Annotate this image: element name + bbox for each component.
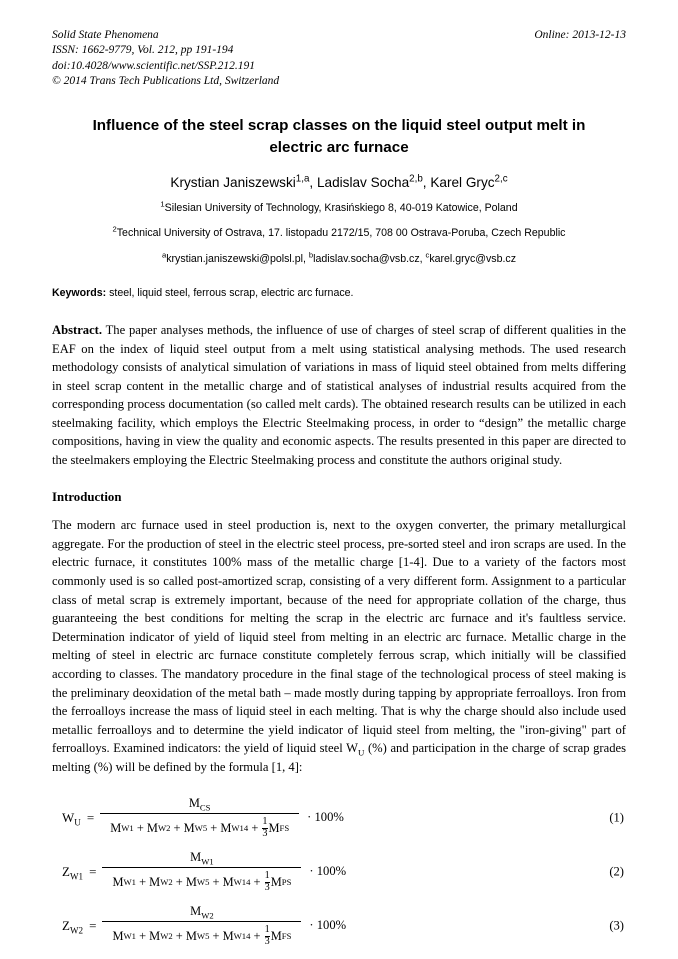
affiliation-1-marker: 1 (160, 199, 165, 209)
formula-row (52, 899, 626, 953)
formula-3-coefficient (265, 925, 270, 947)
formula-2-equals: = (89, 863, 97, 879)
formula-2-fraction (102, 850, 301, 893)
author-separator-2: , (422, 175, 431, 191)
formula-2-den-m5: M (270, 874, 282, 889)
formula-1-den-m5: M (268, 820, 280, 835)
formula-2-numerator (180, 850, 224, 867)
doi-line: doi:10.4028/www.scientific.net/SSP.212.191 (52, 59, 256, 72)
formula-3-num-subscript: W2 (201, 910, 214, 921)
formula-3-coef-den: 3 (264, 935, 270, 947)
formula-2-tail: · 100% (309, 864, 347, 879)
email-3-marker: c (425, 250, 430, 260)
formula-2-den-m2: M (149, 874, 161, 889)
formula-3-lhs (62, 918, 83, 934)
formula-3-num-symbol: M (190, 903, 202, 918)
affiliation-2 (52, 226, 626, 242)
formula-2-den-m3: M (185, 874, 197, 889)
formula-1-num-symbol: M (188, 795, 200, 810)
formula-1-equals: = (86, 809, 95, 825)
page-header (52, 28, 626, 89)
abstract-block (52, 321, 626, 469)
author-emails (52, 250, 626, 266)
email-1[interactable]: krystian.janiszewski@polsl.pl, (166, 253, 309, 266)
formula-row (52, 791, 626, 845)
introduction-paragraph (52, 516, 626, 777)
formula-1-lhs-symbol: W (62, 809, 75, 825)
formula-3-lhs-symbol: Z (62, 917, 70, 933)
formula-1-lhs (62, 810, 81, 826)
author-2-name: Ladislav Socha (316, 175, 410, 191)
formula-1-den-m4: M (220, 820, 232, 835)
affiliation-1 (52, 201, 626, 217)
formula-1-denominator: M W1 + M W2 + M W5 + M W14 + 1 3 M FS (110, 815, 290, 839)
author-1-name: Krystian Janiszewski (170, 175, 296, 191)
formula-1-num-subscript: CS (199, 802, 211, 813)
formula-2-number: (2) (609, 864, 624, 879)
formula-2-lhs-symbol: Z (62, 863, 70, 879)
keywords-line (52, 287, 626, 299)
online-date: Online: 2013-12-13 (534, 29, 626, 41)
formula-2-den-m1: M (112, 874, 124, 889)
formula-1-den-m1: M (110, 820, 122, 835)
formula-1-number: (1) (609, 810, 624, 825)
issn-line: ISSN: 1662-9779, Vol. 212, pp 191-194 (52, 44, 234, 57)
author-3-name: Karel Gryc (430, 175, 495, 191)
author-2-affil-marker: 2,b (409, 173, 423, 185)
formula-2-den-m4: M (222, 874, 234, 889)
abstract-text: The paper analyses methods, the influence of use of charges of steel scrap of different qualities in the EAF on the index of liquid steel output from a melt using statistical analysing methods. The used research methodology consists of analytical simulation of variations in mass of liquid steel obtained from melts differing in steel scrap content in the metallic charge and of statistical analyses of industrial results acquired from the corresponding process documentation (so called melt cards). The obtained research results can be utilized in each steelmaking facility, which employs the Electric Steelmaking process, in order to “design” the metallic charge compositions, having in view the quality and economic aspects. The results presented in this paper are directed to the steelmakers employing the Electric Steelmaking process and constitute the authors original study. (52, 323, 626, 467)
author-list (52, 175, 626, 190)
formula-3-den-m5: M (270, 928, 282, 943)
formula-3-lhs-subscript: W2 (69, 925, 84, 936)
formula-2-lhs-subscript: W1 (69, 871, 84, 882)
formula-2-coef-den: 3 (264, 881, 270, 893)
affiliation-1-text: Silesian University of Technology, Krasińskiego 8, 40-019 Katowice, Poland (164, 202, 518, 215)
formula-row (52, 845, 626, 899)
formula-3-den-m3: M (185, 928, 197, 943)
formula-3-den-m2: M (149, 928, 161, 943)
formula-3-equals: = (89, 917, 97, 933)
formula-1-den-m3: M (183, 820, 195, 835)
introduction-text: The modern arc furnace used in steel production is, next to the oxygen converter, the primary metallurgical aggregate. For the production of steel in the electric steel process, pre-sorted steel and iron scraps are used. In the electric furnace, it constitutes 100% mass of the metallic charge [1-4]. Due to a variety of the factors most commonly used is so called post-amortized scrap, consisting of a very different form. Assignment to a particular class of metal scrap is extremely important, because of the need for appropriate collation of the charge, thus guaranteeing the best conditions for melting the scrap in the electric arc furnace and it's faultless service. Determination indicator of yield of liquid steel from melting in an electric arc furnace. Metallic charge in the melting of steel in electric arc furnace constitute completely ferrous scrap, which initially will be classified according to classes. The mandatory procedure in the final stage of the technological process of steel making is the preliminary deoxidation of the metal bath – made mostly during tapping by appropriate ferroalloys. Iron from the ferroalloys increase the mass of liquid steel in each melting. That is why the charge should also include used metallic ferroalloys and to determine the yield indicator of liquid steel from melting, the "iron-giving" part of ferroalloys. Examined indicators: the yield of liquid steel $W_U$ (%) and participation in the charge of scrap grades melting (%) will be defined by the formula [1, 4]: (52, 518, 626, 774)
formula-2-coef-num: 1 (264, 869, 270, 881)
affiliation-2-text: Technical University of Ostrava, 17. listopadu 2172/15, 708 00 Ostrava-Poruba, Czech Republic (116, 227, 566, 240)
copyright-line: © 2014 Trans Tech Publications Ltd, Switzerland (52, 74, 280, 87)
formula-3-den-m1: M (112, 928, 124, 943)
formula-1-den-m2: M (146, 820, 158, 835)
formula-2-num-subscript: W1 (201, 856, 214, 867)
formula-2-coefficient (265, 871, 270, 893)
formula-3-denominator: M W1 + M W2 + M W5 + M W14 + 1 3 M FS (112, 923, 292, 947)
email-2[interactable]: ladislav.socha@vsb.cz, (313, 253, 426, 266)
email-1-marker: a (161, 250, 167, 260)
author-3-affil-marker: 2,c (494, 173, 508, 185)
abstract-label: Abstract. (52, 323, 103, 338)
formula-1-coef-den: 3 (262, 827, 268, 839)
formula-3-fraction (102, 904, 301, 947)
formula-3-tail: · 100% (309, 918, 347, 933)
author-separator-1: , (309, 175, 317, 191)
formula-2-denominator: M W1 + M W2 + M W5 + M W14 + 1 3 M PS (112, 869, 292, 893)
formula-2-lhs (62, 864, 83, 880)
formula-3-number: (3) (609, 918, 624, 933)
affiliation-2-marker: 2 (112, 224, 117, 234)
formula-1-coefficient (262, 817, 267, 839)
formula-3-den-m4: M (222, 928, 234, 943)
keywords-label: Keywords: (52, 287, 107, 300)
section-heading-introduction: Introduction (52, 490, 122, 505)
formula-3-coef-num: 1 (264, 923, 270, 935)
formula-3-numerator (180, 904, 224, 921)
keywords-value: steel, liquid steel, ferrous scrap, electric arc furnace. (106, 287, 354, 300)
email-3[interactable]: karel.gryc@vsb.cz (429, 253, 517, 266)
formula-1-tail: · 100% (307, 810, 344, 825)
journal-name: Solid State Phenomena (52, 29, 159, 41)
formula-1-numerator (179, 796, 221, 813)
formula-1-coef-num: 1 (262, 815, 268, 827)
paper-title: Influence of the steel scrap classes on the liquid steel output melt in electric arc furnace (92, 117, 586, 156)
formula-1-lhs-subscript: U (74, 817, 81, 828)
formula-block (52, 791, 626, 953)
author-1-affil-marker: 1,a (295, 173, 310, 185)
formula-1-fraction (100, 796, 299, 839)
formula-2-num-symbol: M (190, 849, 202, 864)
email-2-marker: b (308, 250, 314, 260)
